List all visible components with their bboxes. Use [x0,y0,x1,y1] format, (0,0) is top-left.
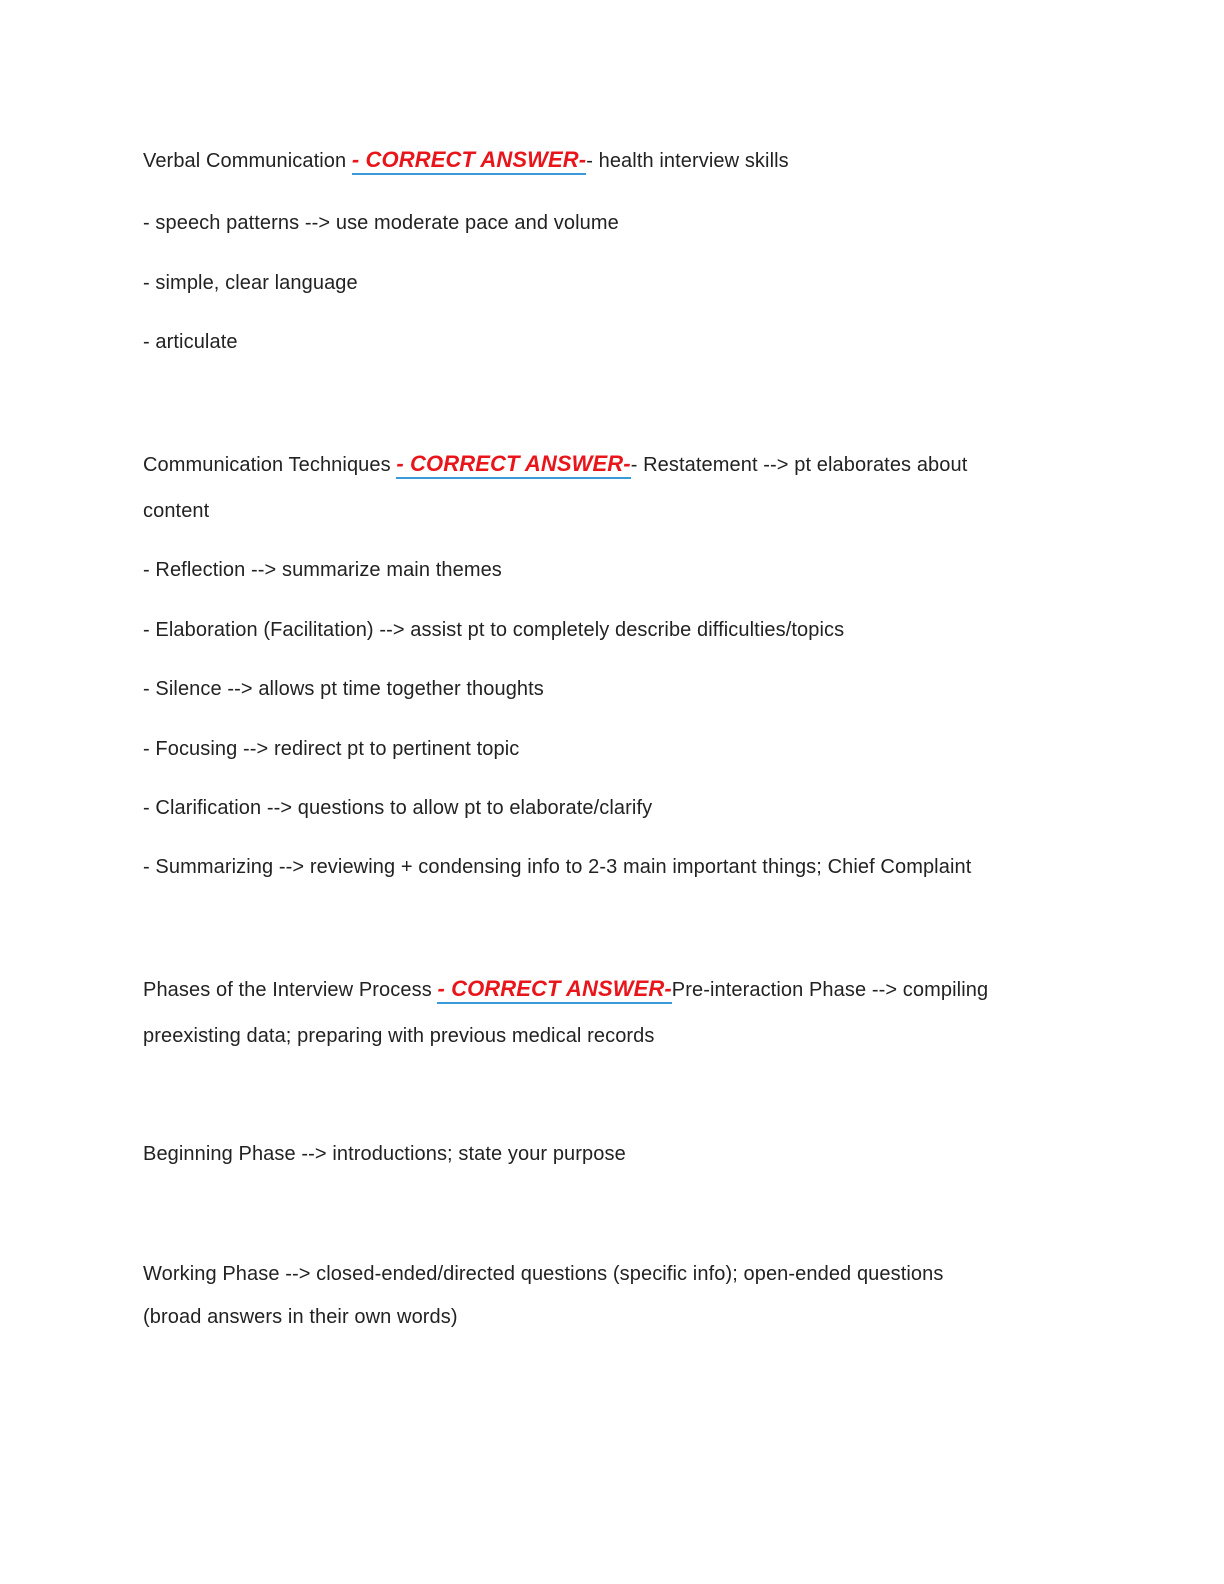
term: Communication Techniques [143,454,397,476]
answer-line: - simple, clear language [143,272,358,294]
answer-line: - Elaboration (Facilitation) --> assist pt to completely describe difficulties/topics [143,619,845,641]
term: Verbal Communication [143,150,352,172]
answer-text: - health interview skills [586,150,789,172]
answer-line: content [143,500,210,522]
answer-line: - Silence --> allows pt time together thoughts [143,678,544,700]
paragraph-working-phase: Working Phase --> closed-ended/directed questions (specific info); open-ended questions [143,1263,944,1285]
correct-answer-marker: - CORRECT ANSWER- [437,976,671,1004]
correct-answer-marker: - CORRECT ANSWER- [396,451,630,479]
answer-text: - Restatement --> pt elaborates about [630,454,968,476]
qa-item-phases-of-interview [143,977,988,1002]
answer-line: - Clarification --> questions to allow pt to elaborate/clarify [143,797,653,819]
answer-line: - Reflection --> summarize main themes [143,559,502,581]
answer-line: - Summarizing --> reviewing + condensing info to 2-3 main important things; Chief Complaint [143,856,972,878]
answer-line: - articulate [143,331,238,353]
answer-line: preexisting data; preparing with previous medical records [143,1025,655,1047]
correct-answer-marker: - CORRECT ANSWER- [352,147,586,175]
paragraph-beginning-phase: Beginning Phase --> introductions; state your purpose [143,1143,626,1165]
qa-item-communication-techniques [143,452,967,477]
qa-item-verbal-communication [143,148,789,173]
paragraph-working-phase-cont: (broad answers in their own words) [143,1306,458,1328]
term: Phases of the Interview Process [143,979,438,1001]
answer-line: - Focusing --> redirect pt to pertinent topic [143,738,520,760]
answer-text: Pre-interaction Phase --> compiling [671,979,989,1001]
answer-line: - speech patterns --> use moderate pace and volume [143,212,619,234]
